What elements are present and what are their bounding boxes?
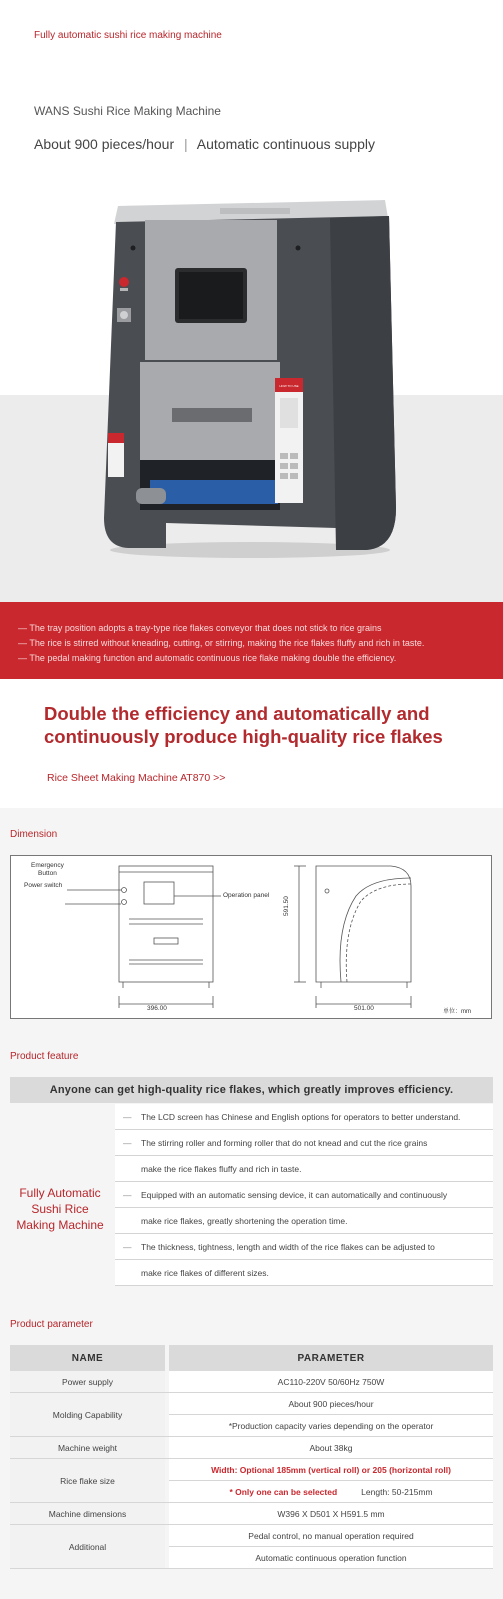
feature-label: Product feature bbox=[10, 1051, 79, 1062]
table-row: *Production capacity varies depending on the operator bbox=[10, 1415, 493, 1437]
dimension-drawing bbox=[10, 855, 492, 1019]
power-switch-callout: Power switch bbox=[24, 882, 63, 889]
band-line-1: — The tray position adopts a tray-type rice flakes conveyor that does not stick to rice grains bbox=[18, 623, 382, 633]
feature-side-title: Fully Automatic Sushi Rice Making Machine bbox=[16, 1186, 104, 1232]
dimension-label: Dimension bbox=[10, 829, 58, 840]
product-subtitle: WANS Sushi Rice Making Machine bbox=[34, 104, 221, 118]
tagline bbox=[34, 136, 375, 152]
width-dimension: 396.00 bbox=[147, 1005, 167, 1012]
table-row: Additional Pedal control, no manual operation required bbox=[10, 1525, 493, 1547]
list-item: — The stirring roller and forming roller that do not knead and cut the rice grains bbox=[115, 1130, 493, 1156]
parameter-label: Product parameter bbox=[10, 1319, 93, 1330]
table-row: Molding Capability About 900 pieces/hour bbox=[10, 1393, 493, 1415]
table-row: Automatic continuous operation function bbox=[10, 1547, 493, 1569]
model-link[interactable]: Rice Sheet Making Machine AT870 >> bbox=[47, 772, 226, 784]
top-title: Fully automatic sushi rice making machine bbox=[34, 30, 222, 41]
feature-list bbox=[115, 1104, 493, 1286]
table-row: Machine weight About 38kg bbox=[10, 1437, 493, 1459]
unit-label: 单位：mm bbox=[443, 1009, 471, 1015]
band-line-3: — The pedal making function and automatic continuous rice flake making double the efficiency. bbox=[18, 653, 397, 663]
table-row: Power supply AC110-220V 50/60Hz 750W bbox=[10, 1371, 493, 1393]
feature-band bbox=[0, 602, 503, 679]
band-line-2: — The rice is stirred without kneading, cutting, or stirring, making the rice flakes fluffy and rich in taste. bbox=[18, 638, 425, 648]
tagline-capacity: About 900 pieces/hour bbox=[34, 136, 175, 152]
list-item: — The thickness, tightness, length and width of the rice flakes can be adjusted to bbox=[115, 1234, 493, 1260]
operation-panel-callout: Operation panel bbox=[223, 892, 270, 899]
list-item: make rice flakes of different sizes. bbox=[115, 1260, 493, 1286]
list-item: make the rice flakes fluffy and rich in taste. bbox=[115, 1156, 493, 1182]
col-parameter-header: PARAMETER bbox=[169, 1345, 493, 1371]
feature-heading: Anyone can get high-quality rice flakes, which greatly improves efficiency. bbox=[10, 1077, 493, 1103]
depth-dimension: 501.00 bbox=[354, 1005, 374, 1012]
table-header bbox=[10, 1345, 493, 1371]
headline: Double the efficiency and automatically and continuously produce high-quality rice flakes bbox=[44, 703, 443, 747]
tagline-divider: | bbox=[184, 136, 188, 152]
parameter-table bbox=[10, 1345, 493, 1569]
how-to-use-label: HOW TO USE bbox=[279, 384, 299, 388]
machine-image bbox=[100, 198, 400, 560]
dimension-svg bbox=[11, 856, 493, 1020]
emergency-button-callout: Emergency Button bbox=[31, 862, 64, 877]
table-row: Rice flake size Width: Optional 185mm (vertical roll) or 205 (horizontal roll) bbox=[10, 1459, 493, 1481]
col-name-header: NAME bbox=[10, 1345, 165, 1371]
table-row: Machine dimensions W396 X D501 X H591.5 mm bbox=[10, 1503, 493, 1525]
list-item: — The LCD screen has Chinese and English options for operators to better understand. bbox=[115, 1104, 493, 1130]
height-dimension: 591.50 bbox=[283, 896, 290, 916]
table-row: * Only one can be selected Length: 50-215mm bbox=[10, 1481, 493, 1503]
tagline-supply: Automatic continuous supply bbox=[196, 136, 375, 152]
list-item: make rice flakes, greatly shortening the operation time. bbox=[115, 1208, 493, 1234]
list-item: — Equipped with an automatic sensing device, it can automatically and continuously bbox=[115, 1182, 493, 1208]
